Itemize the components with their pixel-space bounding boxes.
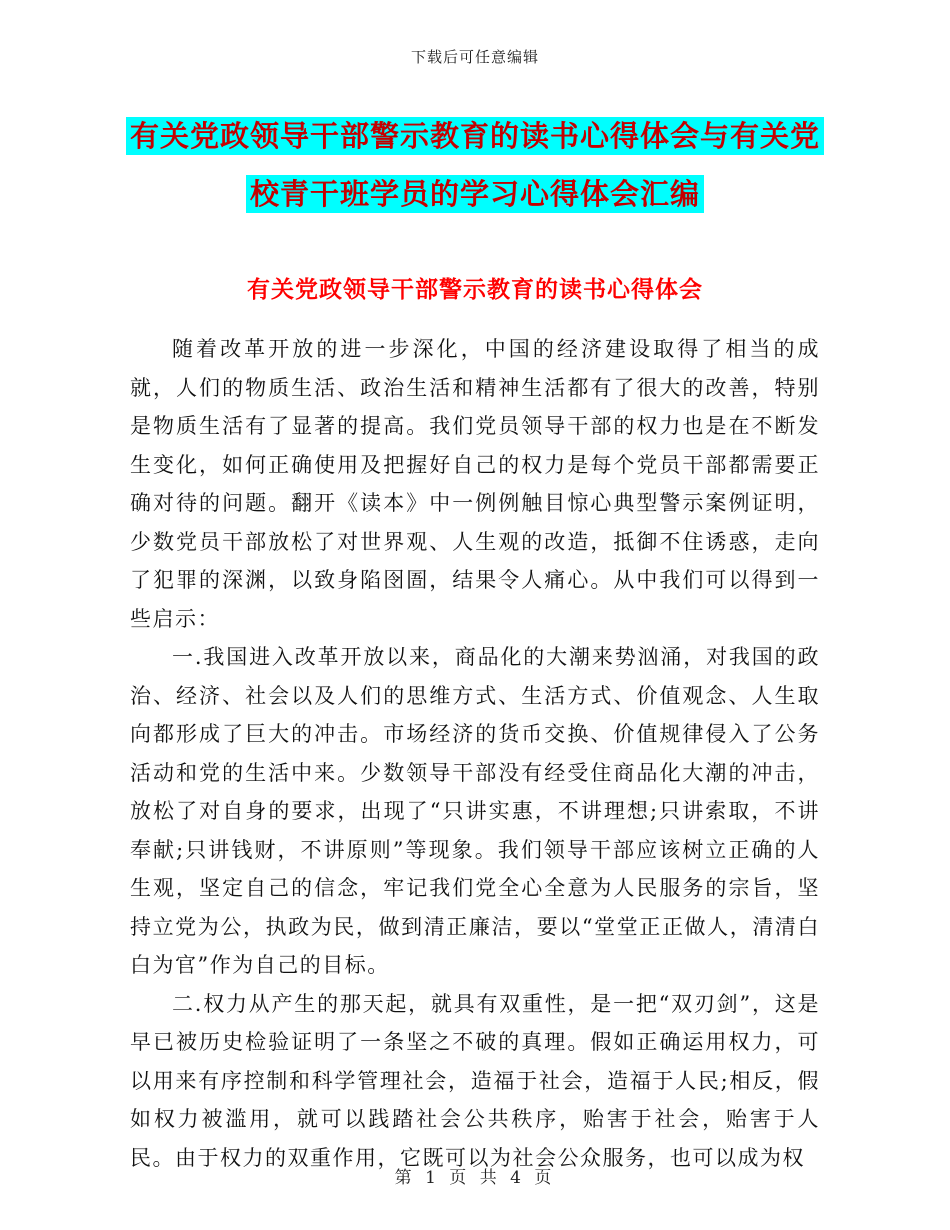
paragraph-1: 随着改革开放的进一步深化，中国的经济建设取得了相当的成就，人们的物质生活、政治生活和精神生活都有了很大的改善，特别是物质生活有了显著的提高。我们党员领导干部的权力也是在不断发生变化，如何正确使用及把握好自己的权力是每个党员干部都需要正确对待的问题。翻开《读本》中一例例触目惊心典型警示案例证明，少数党员干部放松了对世界观、人生观的改造，抵御不住诱惑，走向了犯罪的深渊，以致身陷囹圄，结果令人痛心。从中我们可以得到一些启示：	[130, 337, 820, 631]
section-title: 有关党政领导干部警示教育的读书心得体会	[247, 276, 703, 303]
document-title-highlight-2: 校青干班学员的学习心得体会汇编	[246, 175, 704, 213]
paragraph-2: 一.我国进入改革开放以来，商品化的大潮来势汹涌，对我国的政治、经济、社会以及人们的思维方式、生活方式、价值观念、人生取向都形成了巨大的冲击。市场经济的货币交换、价值规律侵入了公务活动和党的生活中来。少数领导干部没有经受住商品化大潮的冲击，放松了对自身的要求，出现了“只讲实惠，不讲理想;只讲索取，不讲奉献;只讲钱财，不讲原则”等现象。我们领导干部应该树立正确的人生观，坚定自己的信念，牢记我们党全心全意为人民服务的宗旨，坚持立党为公，执政为民，做到清正廉洁，要以“堂堂正正做人，清清白白为官”作为自己的目标。	[130, 645, 820, 977]
document-title-highlight-1: 有关党政领导干部警示教育的读书心得体会与有关党	[126, 117, 824, 155]
page-number-footer: 第 1 页 共 4 页	[394, 1168, 556, 1188]
header-watermark-note: 下载后可任意编辑	[410, 48, 539, 66]
paragraph-3: 二.权力从产生的那天起，就具有双重性，是一把“双刃剑”，这是早已被历史检验证明了一条坚之不破的真理。假如正确运用权力，可以用来有序控制和科学管理社会，造福于社会，造福于人民;相反，假如权力被滥用，就可以践踏社会公共秩序，贻害于社会，贻害于人民。由于权力的双重作用，它既可以为社会公众服务，也可以成为权	[130, 991, 820, 1170]
document-title	[120, 107, 830, 223]
document-body	[130, 330, 820, 1177]
document-title-line-2	[120, 165, 830, 223]
document-title-line-1	[120, 107, 830, 165]
